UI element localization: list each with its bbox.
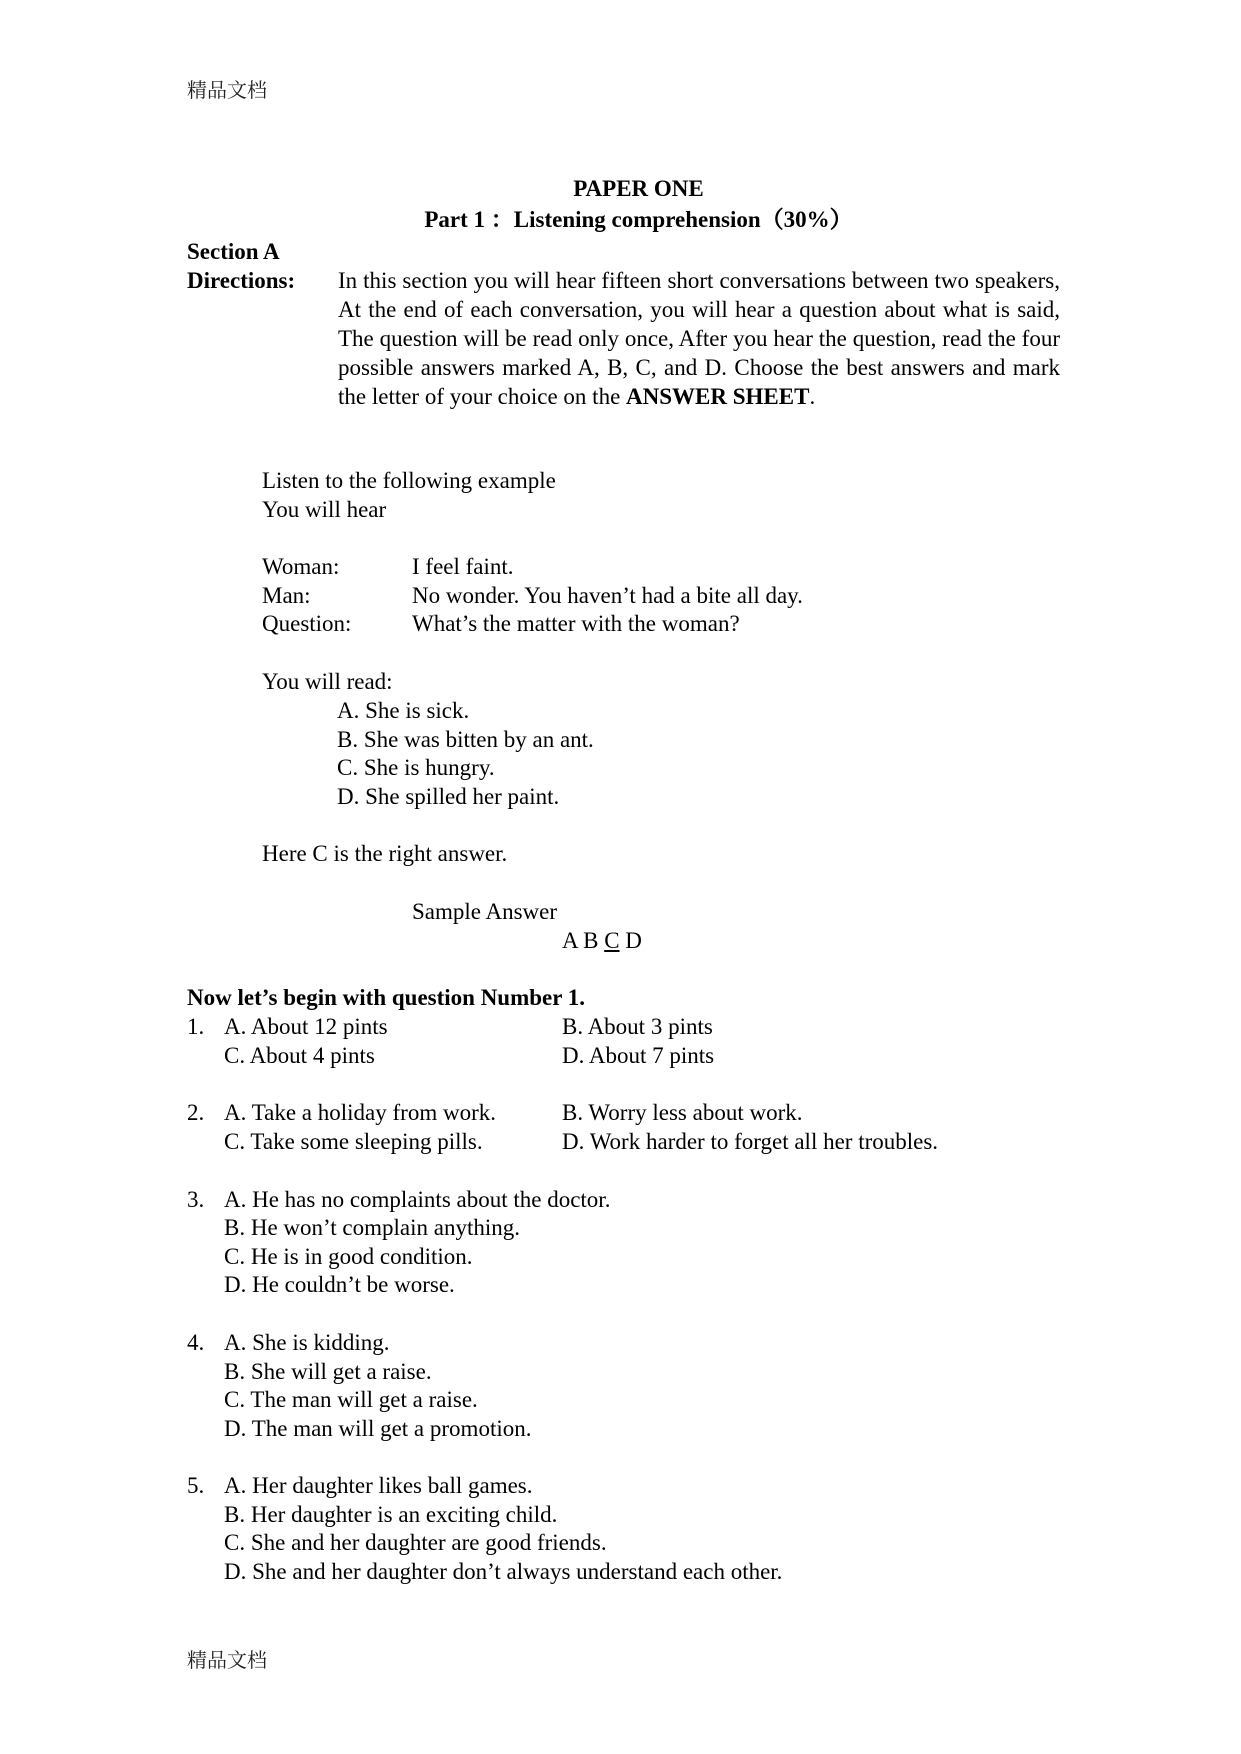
- section-label: Section A: [187, 239, 280, 264]
- right-answer-note: Here C is the right answer.: [262, 841, 508, 866]
- example-you-will-hear: You will hear: [262, 497, 387, 522]
- sample-answer-label: Sample Answer: [412, 899, 558, 924]
- example-option: B. She was bitten by an ant.: [337, 727, 594, 752]
- sample-answer-letters: A B C D: [562, 928, 642, 953]
- question-option: D. About 7 pints: [562, 1043, 715, 1068]
- dialogue-speaker: Question:: [262, 611, 352, 636]
- question-option: C. Take some sleeping pills.: [224, 1129, 483, 1154]
- example-option: A. She is sick.: [337, 698, 470, 723]
- question-option: B. He won’t complain anything.: [224, 1215, 520, 1240]
- page-subtitle: Part 1 ：Listening comprehension（30%）: [424, 207, 853, 232]
- question-option: C. He is in good condition.: [224, 1244, 473, 1269]
- question-option: B. She will get a raise.: [224, 1359, 432, 1384]
- begin-instruction: Now let’s begin with question Number 1.: [187, 985, 586, 1010]
- sample-answer-selected: C: [604, 928, 620, 953]
- example-option: C. She is hungry.: [337, 755, 495, 780]
- example-option: D. She spilled her paint.: [337, 784, 560, 809]
- dialogue-speaker: Woman:: [262, 554, 340, 579]
- dialogue-speaker: Man:: [262, 583, 311, 608]
- question-option: B. Her daughter is an exciting child.: [224, 1502, 558, 1527]
- dialogue-line: No wonder. You haven’t had a bite all day.: [412, 583, 803, 608]
- question-option: A. He has no complaints about the doctor.: [224, 1187, 611, 1212]
- footer-watermark: 精品文档: [187, 1648, 267, 1672]
- question-number: 3.: [187, 1187, 205, 1212]
- question-option: A. She is kidding.: [224, 1330, 390, 1355]
- question-option: C. The man will get a raise.: [224, 1387, 478, 1412]
- question-option: D. Work harder to forget all her troubles.: [562, 1129, 939, 1154]
- page-title: PAPER ONE: [573, 176, 704, 201]
- question-option: A. Take a holiday from work.: [224, 1100, 496, 1125]
- question-option: C. She and her daughter are good friends.: [224, 1530, 607, 1555]
- example-intro: Listen to the following example: [262, 468, 556, 493]
- question-number: 4.: [187, 1330, 205, 1355]
- question-option: B. About 3 pints: [562, 1014, 713, 1039]
- dialogue-line: I feel faint.: [412, 554, 514, 579]
- question-option: C. About 4 pints: [224, 1043, 375, 1068]
- question-option: D. He couldn’t be worse.: [224, 1272, 455, 1297]
- question-number: 1.: [187, 1014, 205, 1039]
- question-option: D. The man will get a promotion.: [224, 1416, 532, 1441]
- question-number: 2.: [187, 1100, 205, 1125]
- question-option: B. Worry less about work.: [562, 1100, 803, 1125]
- question-option: D. She and her daughter don’t always understand each other.: [224, 1559, 783, 1584]
- answer-sheet-emphasis: ANSWER SHEET: [626, 384, 810, 409]
- directions-text: In this section you will hear fifteen short conversations between two speakers, At the end of each conversation, you will hear a question about what is said, The question will be read only once, After you hear the question, read the four possible answers marked A, B, C, and D. Choose the best answers and mark the letter of your choice on the ANSWER SHEET.: [338, 268, 1060, 409]
- header-watermark: 精品文档: [187, 78, 267, 102]
- example-read-label: You will read:: [262, 669, 393, 694]
- dialogue-line: What’s the matter with the woman?: [412, 611, 740, 636]
- question-option: A. About 12 pints: [224, 1014, 388, 1039]
- question-option: A. Her daughter likes ball games.: [224, 1473, 533, 1498]
- question-number: 5.: [187, 1473, 205, 1498]
- directions-label: Directions:: [187, 268, 296, 293]
